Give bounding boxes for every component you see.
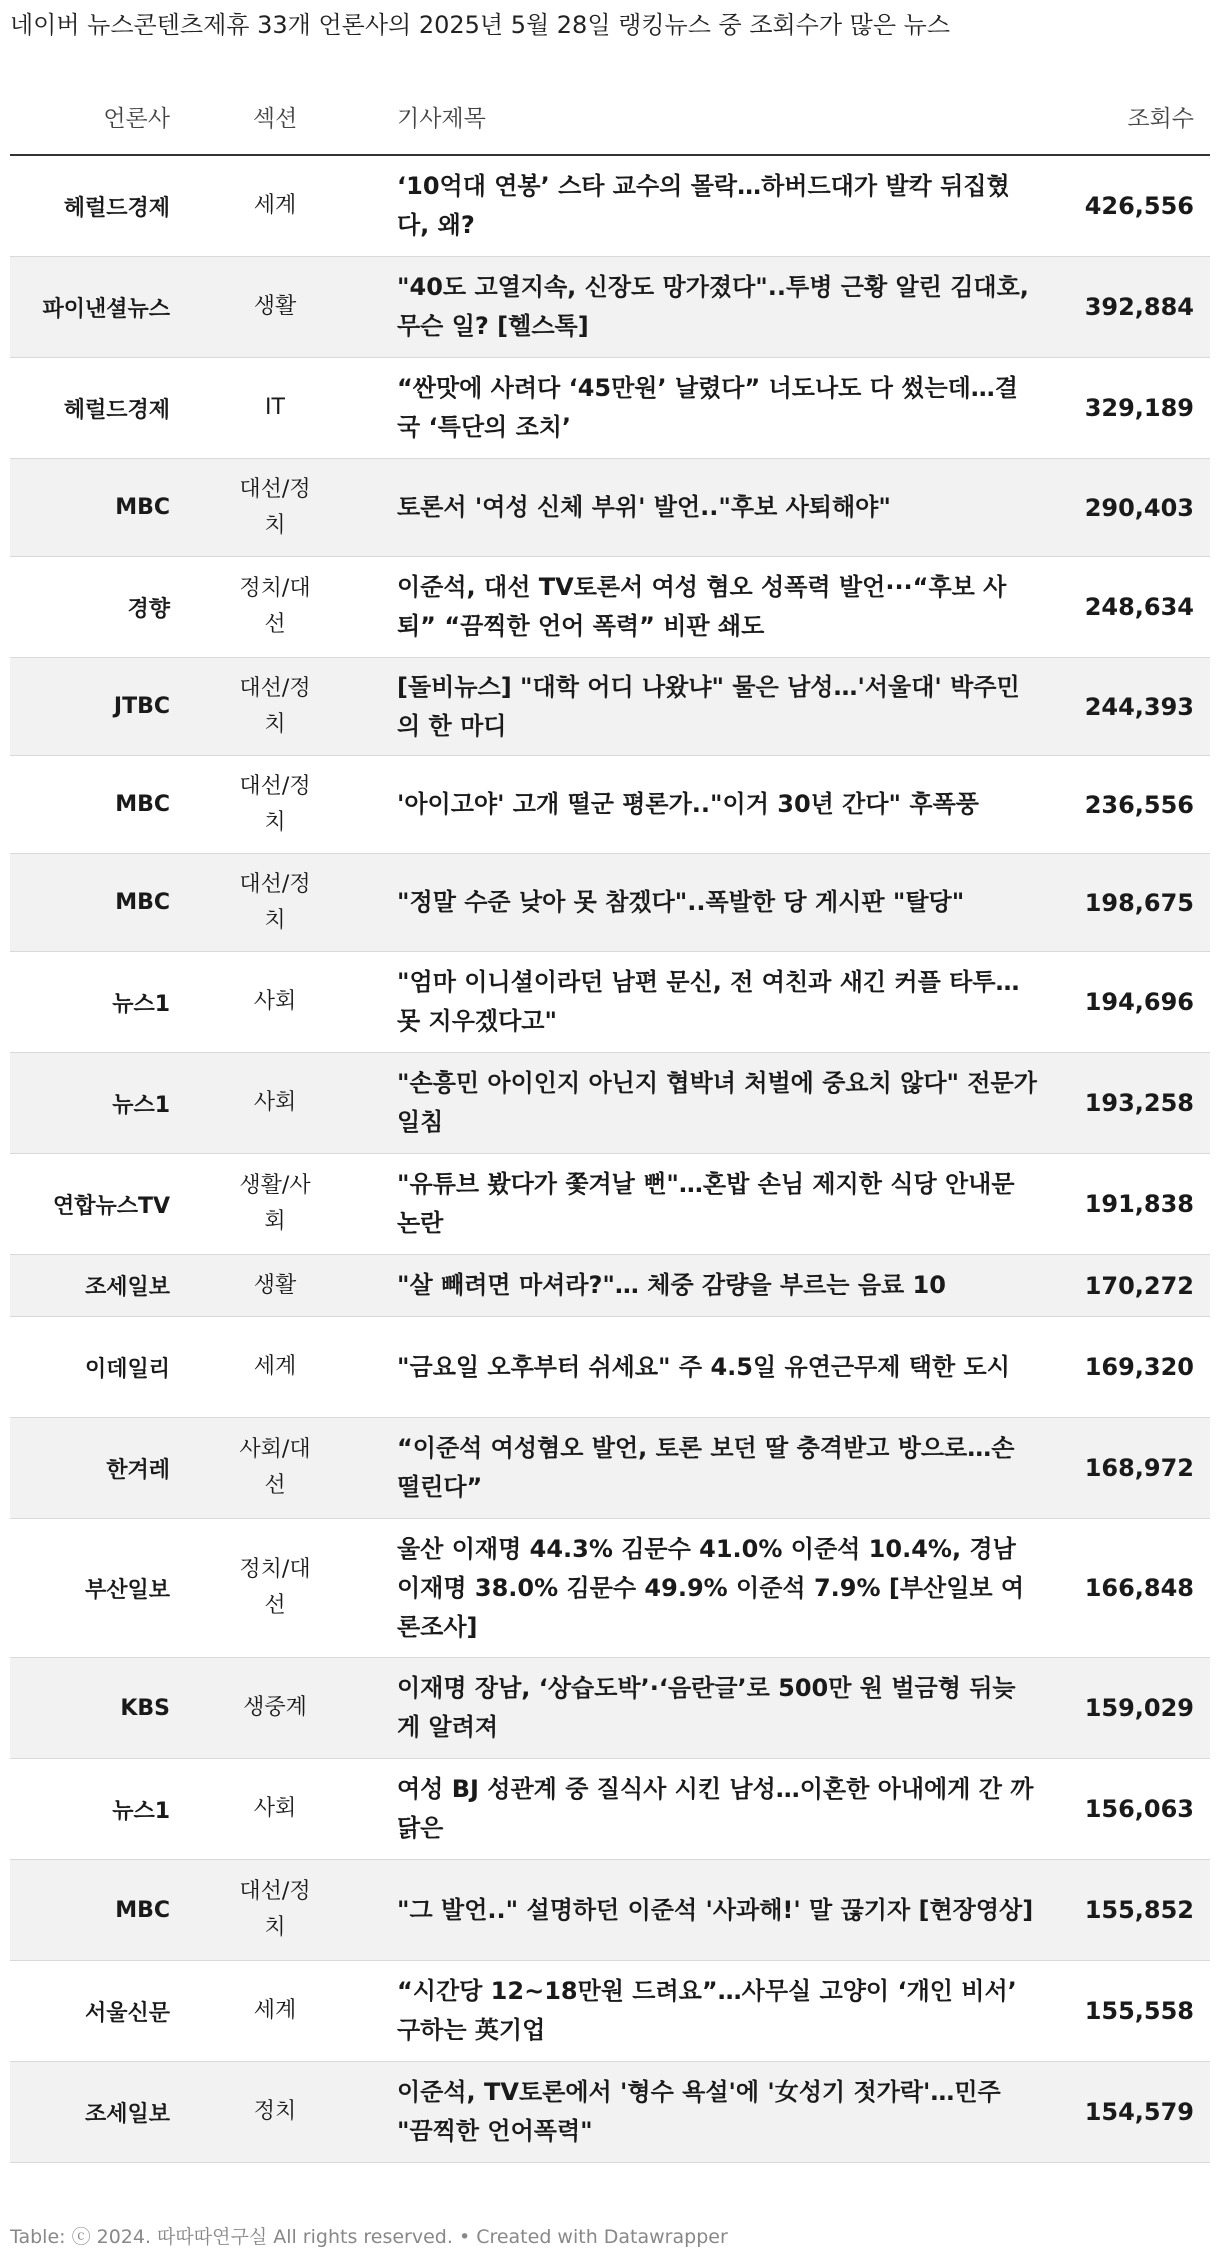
section-cell: 사회 [253, 989, 297, 1014]
views-cell: 155,852 [1084, 1896, 1194, 1924]
table-row [10, 1154, 1210, 1255]
section-cell: 대선/정치 [239, 871, 311, 933]
headline-cell: 여성 BJ 성관계 중 질식사 시킨 남성…이혼한 아내에게 간 까닭은 [397, 1775, 1034, 1842]
headline-cell: 울산 이재명 44.3% 김문수 41.0% 이준석 10.4%, 경남 이재명 38.0% 김문수 49.9% 이준석 7.9% [부산일보 여론조사] [397, 1534, 1025, 1641]
press-cell: 조세일보 [84, 1275, 170, 1300]
table-row [10, 1053, 1210, 1154]
section-cell: 생활 [253, 1272, 297, 1298]
views-cell: 329,189 [1084, 394, 1194, 422]
table-row [10, 1759, 1210, 1860]
views-cell: 159,029 [1084, 1694, 1194, 1722]
section-cell: 대선/정치 [239, 476, 311, 538]
headline-cell: 이준석, 대선 TV토론서 여성 혐오 성폭력 발언···“후보 사퇴” “끔찍한 언어 폭력” 비판 쇄도 [397, 573, 1007, 640]
press-cell: 헤럴드경제 [63, 195, 170, 221]
headline-cell: 이준석, TV토론에서 '형수 욕설'에 '女성기 젓가락'…민주 "끔찍한 언어폭력" [397, 2078, 1001, 2145]
press-cell: 뉴스1 [112, 991, 170, 1017]
headline-cell: “싼맛에 사려다 ‘45만원’ 날렸다” 너도나도 다 썼는데…결국 ‘특단의 조치’ [397, 374, 1018, 441]
headline-cell: [돌비뉴스] "대학 어디 나왔냐" 물은 남성…'서울대' 박주민의 한 마디 [397, 672, 1020, 740]
views-cell: 194,696 [1084, 988, 1194, 1016]
views-cell: 392,884 [1084, 293, 1194, 321]
header-views[interactable]: 조회수 [1127, 106, 1194, 132]
table-row [10, 2062, 1210, 2163]
section-cell: 사회 [253, 1796, 297, 1821]
table-row [10, 952, 1210, 1053]
views-cell: 154,579 [1084, 2098, 1194, 2126]
views-cell: 155,558 [1084, 1997, 1194, 2025]
views-cell: 426,556 [1084, 192, 1194, 220]
section-cell: 정치 [253, 2099, 297, 2124]
header-headline[interactable]: 기사제목 [397, 106, 486, 132]
ranking-table [10, 90, 1210, 2163]
table-row [10, 1519, 1210, 1658]
headline-cell: '아이고야' 고개 떨군 평론가.."이거 30년 간다" 후폭풍 [397, 790, 979, 818]
headline-cell: "손흥민 아이인지 아닌지 협박녀 처벌에 중요치 않다" 전문가 일침 [397, 1069, 1037, 1136]
headline-cell: ‘10억대 연봉’ 스타 교수의 몰락…하버드대가 발칵 뒤집혔다, 왜? [397, 172, 1010, 239]
press-cell: 서울신문 [84, 2000, 170, 2026]
table-row [10, 658, 1210, 756]
header-section[interactable]: 섹션 [252, 106, 298, 132]
headline-cell: 이재명 장남, ‘상습도박’·‘음란글’로 500만 원 벌금형 뒤늦게 알려져 [397, 1674, 1016, 1741]
section-cell: IT [265, 395, 285, 420]
header-press[interactable]: 언론사 [103, 106, 170, 132]
table-row [10, 1418, 1210, 1519]
table-row [10, 358, 1210, 459]
section-cell: 사회/대선 [239, 1437, 311, 1498]
views-cell: 290,403 [1084, 493, 1194, 522]
press-cell: MBC [115, 1897, 170, 1923]
headline-cell: "40도 고열지속, 신장도 망가졌다"..투병 근황 알린 김대호, 무슨 일? [헬스톡] [397, 273, 1029, 340]
press-cell: 한겨레 [106, 1457, 170, 1483]
table-row [10, 459, 1210, 557]
press-cell: 헤럴드경제 [63, 397, 170, 423]
press-cell: 뉴스1 [112, 1798, 170, 1824]
views-cell: 169,320 [1084, 1353, 1194, 1381]
views-cell: 248,634 [1084, 593, 1194, 621]
section-cell: 대선/정치 [239, 773, 311, 835]
table-row [10, 756, 1210, 854]
headline-cell: "살 빼려면 마셔라?"… 체중 감량을 부르는 음료 10 [397, 1271, 946, 1299]
section-cell: 사회 [253, 1090, 297, 1115]
section-cell: 세계 [253, 1354, 297, 1379]
views-cell: 193,258 [1084, 1089, 1194, 1117]
views-cell: 236,556 [1084, 790, 1194, 819]
table-row [10, 1255, 1210, 1317]
section-cell: 세계 [253, 1998, 297, 2023]
headline-cell: "엄마 이니셜이라던 남편 문신, 전 여친과 새긴 커플 타투…못 지우겠다고" [397, 968, 1020, 1035]
press-cell: 파이낸셜뉴스 [42, 296, 170, 322]
views-cell: 191,838 [1084, 1190, 1194, 1218]
press-cell: JTBC [113, 694, 170, 719]
headline-cell: “시간당 12~18만원 드려요”…사무실 고양이 ‘개인 비서’ 구하는 英기업 [397, 1977, 1017, 2044]
table-row [10, 1961, 1210, 2062]
press-cell: MBC [115, 792, 170, 817]
table-footer: Table: ⓒ 2024. 따따따연구실 All rights reserved. • Created with Datawrapper [10, 2226, 728, 2248]
press-cell: 연합뉴스TV [52, 1193, 170, 1219]
section-cell: 대선/정치 [239, 1879, 311, 1940]
table-row [10, 1860, 1210, 1961]
press-cell: 경향 [127, 596, 170, 622]
views-cell: 156,063 [1084, 1795, 1194, 1823]
section-cell: 생활 [253, 294, 297, 319]
section-cell: 생중계 [243, 1695, 307, 1720]
press-cell: 뉴스1 [112, 1092, 170, 1118]
section-cell: 정치/대선 [239, 576, 311, 637]
views-cell: 166,848 [1084, 1574, 1194, 1602]
press-cell: 조세일보 [84, 2101, 170, 2127]
press-cell: MBC [115, 495, 170, 520]
section-cell: 세계 [253, 193, 297, 218]
views-cell: 170,272 [1084, 1271, 1194, 1300]
headline-cell: 토론서 '여성 신체 부위' 발언.."후보 사퇴해야" [397, 493, 891, 521]
table-row [10, 1658, 1210, 1759]
headline-cell: "금요일 오후부터 쉬세요" 주 4.5일 유연근무제 택한 도시 [397, 1352, 1010, 1381]
section-cell: 정치/대선 [239, 1557, 311, 1618]
headline-cell: "정말 수준 낮아 못 참겠다"..폭발한 당 게시판 "탈당" [397, 888, 965, 916]
table-row [10, 854, 1210, 952]
section-cell: 생활/사회 [239, 1173, 311, 1234]
press-cell: MBC [115, 890, 170, 915]
table-row [10, 1317, 1210, 1418]
table-title: 네이버 뉴스콘텐츠제휴 33개 언론사의 2025년 5월 28일 랭킹뉴스 중 조회수가 많은 뉴스 [10, 11, 951, 39]
table-row [10, 156, 1210, 257]
headline-cell: "그 발언.." 설명하던 이준석 '사과해!' 말 끊기자 [현장영상] [397, 1895, 1034, 1924]
views-cell: 168,972 [1084, 1454, 1194, 1482]
section-cell: 대선/정치 [239, 675, 311, 737]
press-cell: 부산일보 [84, 1577, 170, 1603]
headline-cell: “이준석 여성혐오 발언, 토론 보던 딸 충격받고 방으로…손 떨린다” [397, 1434, 1015, 1501]
press-cell: 이데일리 [84, 1356, 170, 1382]
table-row [10, 557, 1210, 658]
views-cell: 244,393 [1084, 692, 1194, 721]
views-cell: 198,675 [1084, 888, 1194, 917]
press-cell: KBS [120, 1695, 170, 1721]
table-header [10, 90, 1210, 156]
table-body [10, 156, 1210, 2163]
table-row [10, 257, 1210, 358]
headline-cell: "유튜브 봤다가 쫓겨날 뻔"…혼밥 손님 제지한 식당 안내문 논란 [397, 1170, 1015, 1237]
